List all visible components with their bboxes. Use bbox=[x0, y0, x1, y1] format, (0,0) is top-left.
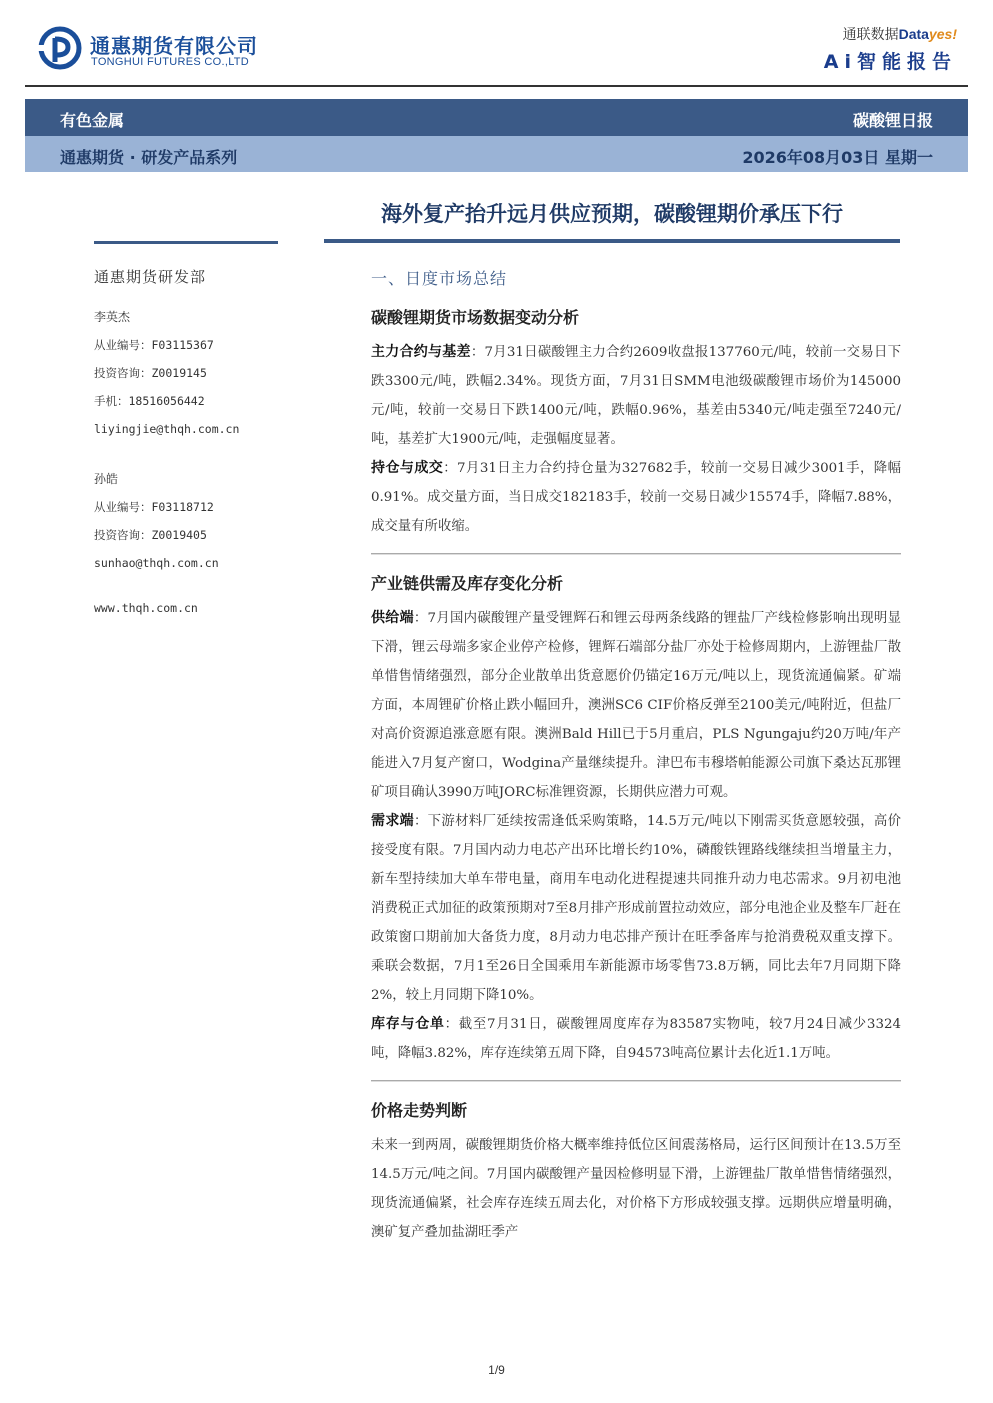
label-supply: 供给端 bbox=[371, 610, 414, 626]
analyst1-license: 从业编号：F03115367 bbox=[94, 338, 214, 352]
analyst2-license: 从业编号：F03118712 bbox=[94, 500, 214, 514]
paragraph-supply bbox=[371, 604, 901, 807]
report-title: 海外复产抬升远月供应预期，碳酸锂期价承压下行 bbox=[381, 202, 843, 226]
company-website[interactable]: www.thqh.com.cn bbox=[94, 601, 198, 615]
report-date: 2026年08月03日 星期一 bbox=[742, 148, 933, 167]
category-label: 有色金属 bbox=[60, 111, 125, 130]
datayes-suffix: yes! bbox=[928, 26, 957, 42]
report-type-label: 碳酸锂日报 bbox=[852, 111, 933, 130]
paragraph-main-contract bbox=[371, 338, 901, 454]
section-divider bbox=[371, 1080, 901, 1082]
paragraph-inventory bbox=[371, 1010, 901, 1068]
subsection-title-futures: 碳酸锂期货市场数据变动分析 bbox=[371, 308, 580, 327]
main-content bbox=[371, 266, 901, 1247]
datayes-logo bbox=[843, 24, 957, 44]
text-inventory: ：截至7月31日，碳酸锂周度库存为83587实物吨，较7月24日减少3324吨，降幅3.82%，库存连续第五周下降，自94573吨高位累计去化近1.1万吨。 bbox=[371, 1017, 901, 1061]
company-logo-icon bbox=[38, 26, 82, 70]
sidebar-top-rule bbox=[94, 241, 278, 244]
company-name-en: TONGHUI FUTURES CO.,LTD bbox=[91, 56, 250, 68]
paragraph-demand bbox=[371, 807, 901, 1010]
text-position: ：7月31日主力合约持仓量为327682手，较前一交易日减少3001手，降幅0.91%。成交量方面，当日成交182183手，较前一交易日减少15574手，降幅7.88%，成交量有所收缩。 bbox=[371, 461, 901, 534]
label-demand: 需求端 bbox=[371, 813, 414, 829]
page-number: 1/9 bbox=[488, 1363, 505, 1377]
analyst1-advisory: 投资咨询：Z0019145 bbox=[94, 366, 207, 380]
label-position: 持仓与成交 bbox=[371, 460, 444, 476]
series-label: 通惠期货 · 研发产品系列 bbox=[60, 148, 238, 167]
subsection-title-supply-chain: 产业链供需及库存变化分析 bbox=[371, 574, 564, 593]
title-underline bbox=[324, 239, 900, 243]
paragraph-price: 未来一到两周，碳酸锂期货价格大概率维持低位区间震荡格局，运行区间预计在13.5万至14.5万元/吨之间。7月国内碳酸锂产量因检修明显下滑，上游锂盐厂散单惜售情绪强烈，现货流通偏紧，社会库存连续五周去化，对价格下方形成较强支撑。远期供应增量明确，澳矿复产叠加盐湖旺季产 bbox=[371, 1138, 901, 1240]
datayes-brand: Data bbox=[898, 26, 929, 42]
section-divider bbox=[371, 553, 901, 555]
category-band bbox=[25, 99, 968, 136]
subsection-title-price: 价格走势判断 bbox=[371, 1101, 468, 1120]
analyst1-email[interactable]: liyingjie@thqh.com.cn bbox=[94, 422, 240, 436]
text-demand: ：下游材料厂延续按需逢低采购策略，14.5万元/吨以下刚需买货意愿较强，高价接受度有限。7月国内动力电芯产出环比增长约10%，磷酸铁锂路线继续担当增量主力，新车型持续加大单车带电量，商用车电动化进程提速共同推升动力电芯需求。9月初电池消费税正式加征的政策预期对7至8月排产形成前置拉动效应，部分电池企业及整车厂赶在政策窗口期前加大备货力度，8月动力电芯排产预计在旺季备库与抢消费税双重支撑下。乘联会数据，7月1至26日全国乘用车新能源市场零售73.8万辆，同比去年7月同期下降2%，较上月同期下降10%。 bbox=[371, 814, 902, 1003]
section-heading: 一、日度市场总结 bbox=[371, 269, 508, 288]
analyst2-name: 孙皓 bbox=[94, 472, 119, 486]
company-name-cn: 通惠期货有限公司 bbox=[90, 34, 258, 58]
research-dept: 通惠期货研发部 bbox=[94, 268, 207, 286]
text-supply: ：7月国内碳酸锂产量受锂辉石和锂云母两条线路的锂盐厂产线检修影响出现明显下滑，锂云母端多家企业停产检修，锂辉石端部分盐厂亦处于检修周期内，上游锂盐厂散单惜售情绪强烈，部分企业散单出货意愿价仍锚定16万元/吨以上，现货流通偏紧。矿端方面，本周锂矿价格止跌小幅回升，澳洲SC6 CIF价格反弹至2100美元/吨附近，但盐厂对高价资源追涨意愿有限。澳洲Bald Hill已于5月重启，PLS Ngungaju约20万吨/年产能进入7月复产窗口，Wodgina产量继续提升。津巴布韦穆塔帕能源公司旗下桑达瓦那锂矿项目确认3990万吨JORC标准锂资源，长期供应潜力可观。 bbox=[371, 611, 901, 800]
analyst1-phone: 手机：18516056442 bbox=[94, 394, 205, 408]
ai-report-label: Ai智能报告 bbox=[823, 51, 957, 73]
paragraph-position bbox=[371, 454, 901, 541]
analyst-sidebar bbox=[94, 266, 294, 628]
text-main-contract: ：7月31日碳酸锂主力合约2609收盘报137760元/吨，较前一交易日下跌3300元/吨，跌幅2.34%。现货方面，7月31日SMM电池级碳酸锂市场价为145000元/吨，较前一交易日下跌1400元/吨，跌幅0.96%，基差由5340元/吨走强至7240元/吨，基差扩大1900元/吨，走强幅度显著。 bbox=[371, 345, 902, 447]
datayes-prefix: 通联数据 bbox=[842, 26, 899, 42]
analyst2-email[interactable]: sunhao@thqh.com.cn bbox=[94, 556, 219, 570]
label-inventory: 库存与仓单 bbox=[371, 1016, 445, 1032]
label-main-contract: 主力合约与基差 bbox=[371, 344, 471, 360]
header-divider bbox=[25, 85, 968, 87]
analyst1-name: 李英杰 bbox=[94, 310, 131, 324]
analyst2-advisory: 投资咨询：Z0019405 bbox=[94, 528, 207, 542]
